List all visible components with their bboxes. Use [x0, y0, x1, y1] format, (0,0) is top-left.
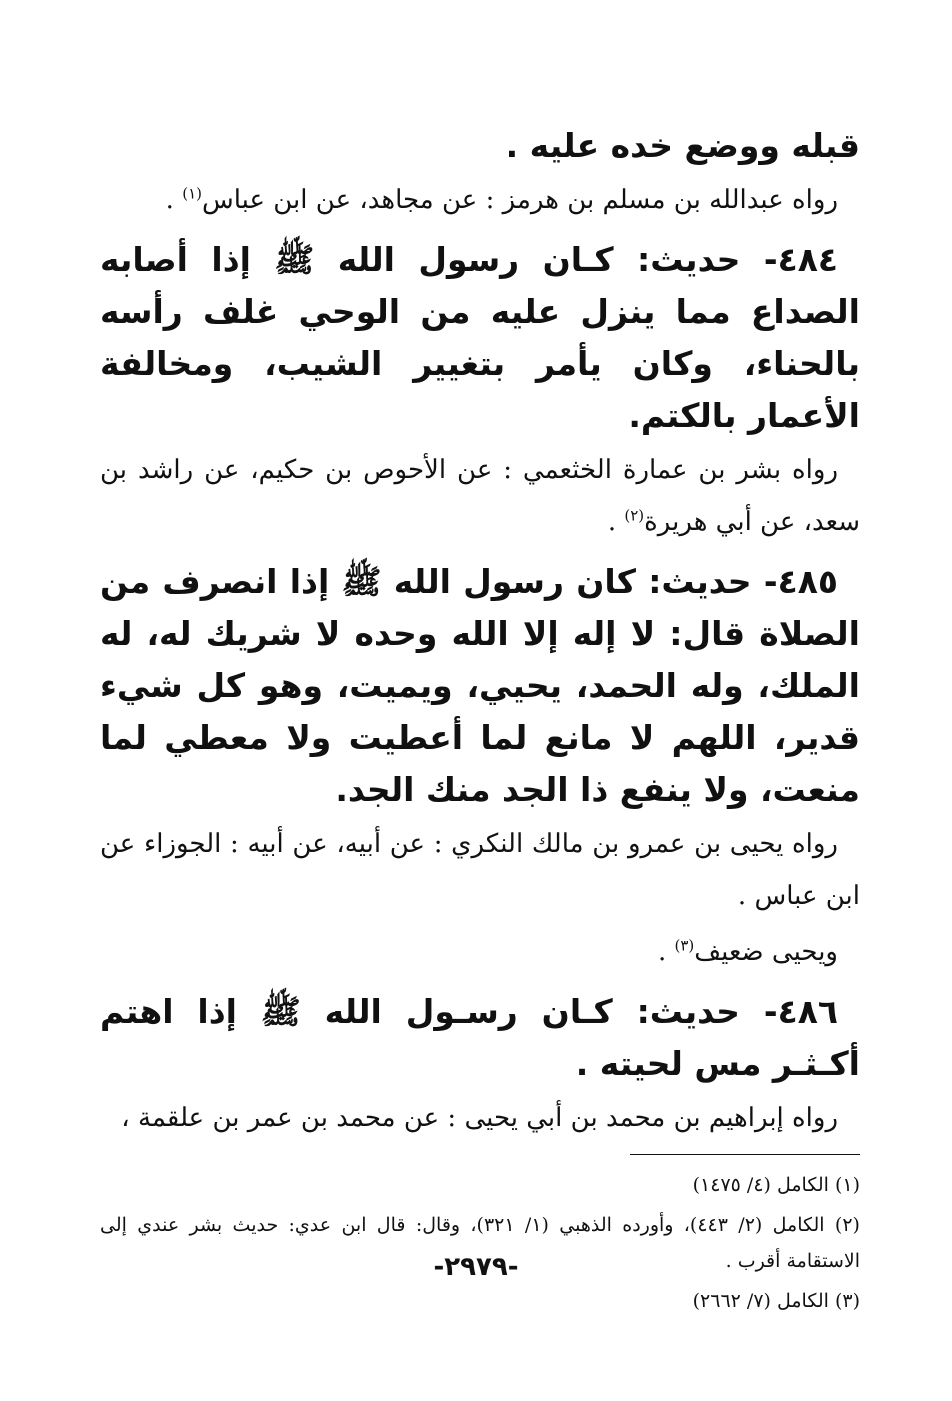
paragraph-tail: . — [165, 185, 183, 215]
footnote-marker: (١) — [182, 184, 202, 203]
hadith-continuation — [100, 120, 860, 172]
paragraph-tail: . — [657, 937, 675, 967]
hadith-485 — [100, 556, 860, 816]
paragraph-text: رواه إبراهيم بن محمد بن أبي يحيى : عن محمد بن عمر بن علقمة ، — [121, 1103, 838, 1133]
narration-3 — [100, 818, 860, 922]
page-number: -٢٩٧٩- — [433, 1252, 519, 1282]
narration-5 — [100, 1092, 860, 1144]
footnote-divider — [630, 1154, 860, 1155]
hadith-484 — [100, 234, 860, 442]
paragraph-text: رواه بشر بن عمارة الخثعمي : عن الأحوص بن حكيم، عن راشد بن سعد، عن أبي هريرة — [100, 455, 860, 537]
footnote-3: (٣) الكامل (٧/ ٢٦٦٢) — [692, 1290, 860, 1312]
paragraph-text: رواه يحيى بن عمرو بن مالك النكري : عن أبيه، عن أبيه : الجوزاء عن ابن عباس . — [100, 829, 860, 911]
page-body — [100, 120, 860, 1323]
footnote-marker: (٣) — [674, 936, 695, 955]
footnote-1: (١) الكامل (٤/ ١٤٧٥) — [692, 1174, 860, 1196]
paragraph-text: ٤٨٦- حديث: كـان رسـول الله ﷺ إذا اهتم أكـثـر مس لحيته . — [100, 992, 860, 1083]
narration-2 — [100, 444, 860, 548]
paragraph-text: قبله ووضع خده عليه . — [505, 126, 860, 165]
hadith-486 — [100, 986, 860, 1090]
narration-4 — [100, 926, 860, 978]
paragraph-text: ٤٨٥- حديث: كان رسول الله ﷺ إذا انصرف من الصلاة قال: لا إله إلا الله وحده لا شريك له، له الملك، وله الحمد، يحيي، ويميت، وهو كل شيء قدير، اللهم لا مانع لما أعطيت ولا معطي لما منعت، ولا ينفع ذا الجد منك الجد. — [100, 562, 860, 809]
paragraph-text: رواه عبدالله بن مسلم بن هرمز : عن مجاهد، عن ابن عباس — [201, 185, 838, 215]
footnote-2: (٢) الكامل (٢/ ٤٤٣)، وأورده الذهبي (١/ ٣٢١)، وقال: قال ابن عدي: حديث بشر عندي إلى الاستقامة أقرب . — [100, 1214, 860, 1272]
paragraph-tail: . — [607, 507, 625, 537]
narration-1 — [100, 174, 860, 226]
paragraph-text: ٤٨٤- حديث: كـان رسول الله ﷺ إذا أصابه الصداع مما ينزل عليه من الوحي غلف رأسه بالحناء، وكان يأمر بتغيير الشيب، ومخالفة الأعمار بالكتم. — [100, 240, 860, 435]
footnote-marker: (٢) — [624, 506, 645, 525]
footnotes — [100, 1167, 860, 1319]
paragraph-text: ويحيى ضعيف — [694, 937, 838, 967]
